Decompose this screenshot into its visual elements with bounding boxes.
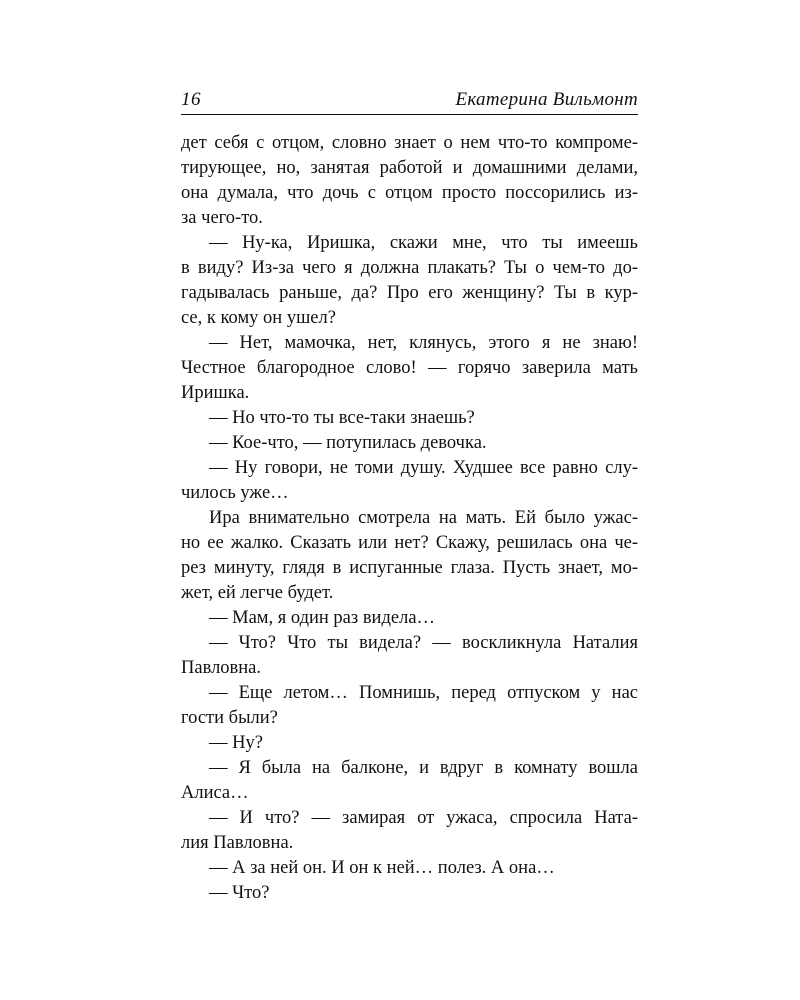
text-line: гадывалась раньше, да? Про его женщину? Ты в кур- (181, 283, 638, 303)
text-line: Алиса… (181, 783, 249, 803)
text-line: чилось уже… (181, 483, 289, 503)
text-line: за чего-то. (181, 208, 263, 228)
text-line: Ира внимательно смотрела на мать. Ей было ужас- (209, 508, 638, 528)
text-line: — Но что-то ты все-таки знаешь? (209, 408, 475, 428)
text-line: дет себя с отцом, словно знает о нем что-то компроме- (181, 133, 638, 153)
text-line: — Ну? (209, 733, 263, 753)
text-line: жет, ей легче будет. (181, 583, 334, 603)
text-line: — А за ней он. И он к ней… полез. А она… (209, 858, 555, 878)
text-line: — Ну-ка, Иришка, скажи мне, что ты имеешь (209, 233, 638, 253)
text-line: — Еще летом… Помнишь, перед отпуском у нас (209, 683, 638, 703)
running-head-author: Екатерина Вильмонт (455, 89, 638, 110)
page-number: 16 (181, 89, 201, 110)
text-line: Иришка. (181, 383, 250, 403)
running-head (181, 88, 638, 115)
text-line: — Кое-что, — потупилась девочка. (209, 433, 487, 453)
text-line: — Что? Что ты видела? — воскликнула Наталия (209, 633, 638, 653)
text-line: — Я была на балконе, и вдруг в комнату вошла (209, 758, 638, 778)
text-line: тирующее, но, занятая работой и домашними делами, (181, 158, 638, 178)
text-line: Павловна. (181, 658, 262, 678)
text-line: — И что? — замирая от ужаса, спросила Ната- (209, 808, 638, 828)
text-line: се, к кому он ушел? (181, 308, 336, 328)
text-line: — Что? (209, 883, 270, 903)
text-line: — Ну говори, не томи душу. Худшее все равно слу- (209, 458, 638, 478)
text-line: рез минуту, глядя в испуганные глаза. Пусть знает, мо- (181, 558, 638, 578)
text-line: она думала, что дочь с отцом просто поссорились из- (181, 183, 638, 203)
text-line: лия Павловна. (181, 833, 294, 853)
text-line: гости были? (181, 708, 278, 728)
book-page (181, 88, 638, 906)
text-line: в виду? Из-за чего я должна плакать? Ты о чем-то до- (181, 258, 638, 278)
text-line: — Нет, мамочка, нет, клянусь, этого я не знаю! (209, 333, 638, 353)
text-line: Честное благородное слово! — горячо заверила мать (181, 358, 638, 378)
text-line: — Мам, я один раз видела… (209, 608, 436, 628)
text-body (181, 131, 638, 906)
text-line: но ее жалко. Сказать или нет? Скажу, решилась она че- (181, 533, 638, 553)
